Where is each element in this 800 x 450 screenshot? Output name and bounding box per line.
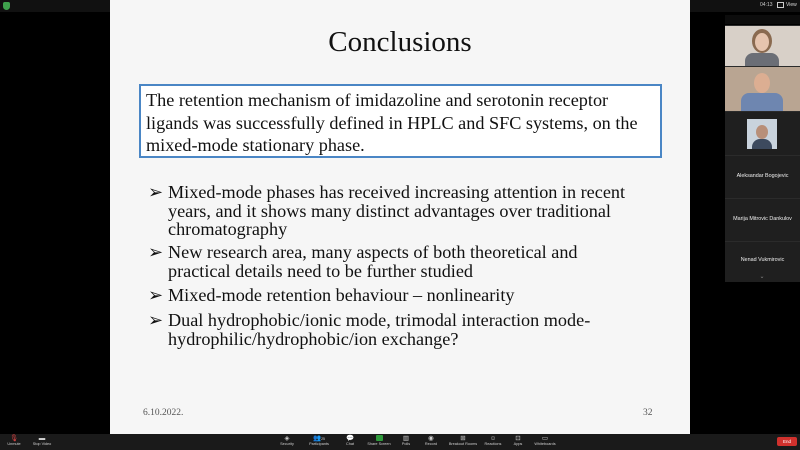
shield-icon: ◈ xyxy=(284,435,290,442)
stop-video-button[interactable] xyxy=(28,435,56,449)
participants-count: 25 xyxy=(321,437,325,441)
callout-text: The retention mechanism of imidazoline and serotonin receptor ligands was successfully defined in HPLC and SFC systems, on the mixed-mode stationary phase. xyxy=(146,90,638,155)
chevron-down-icon[interactable]: ⌄ xyxy=(759,274,765,280)
slide-footer-date: 6.10.2022. xyxy=(143,408,184,418)
bullet-arrow-icon: ➢ xyxy=(148,310,164,330)
view-button[interactable] xyxy=(777,1,799,9)
chat-bubble-icon: 💬 xyxy=(345,435,355,442)
record-label: Record xyxy=(424,442,438,446)
polls-button[interactable] xyxy=(398,435,414,449)
share-screen-button[interactable] xyxy=(365,435,393,449)
bullet-text: Dual hydrophobic/ionic mode, trimodal interaction mode-hydrophilic/hydrophobic/ion exchange? xyxy=(168,310,591,349)
participant-face xyxy=(755,33,769,51)
chat-label: Chat xyxy=(345,442,355,446)
participant-avatar-tile[interactable] xyxy=(725,111,800,155)
whiteboard-icon: ▭ xyxy=(541,435,549,442)
bullet-text: Mixed-mode retention behaviour – nonlinearity xyxy=(168,285,515,305)
security-label: Security xyxy=(280,442,294,446)
unmute-button[interactable] xyxy=(3,435,25,449)
participant-body xyxy=(745,53,779,66)
participants-button[interactable] xyxy=(305,435,333,449)
reactions-button[interactable] xyxy=(482,435,504,449)
avatar-face xyxy=(756,125,768,139)
participant-body xyxy=(741,93,783,111)
apps-button[interactable] xyxy=(510,435,526,449)
view-label: View xyxy=(786,2,797,8)
whiteboards-label: Whiteboards xyxy=(534,442,556,446)
participant-face xyxy=(754,73,770,93)
participant-avatar xyxy=(747,119,777,149)
breakout-rooms-button[interactable] xyxy=(446,435,480,449)
participants-label: Participants xyxy=(309,442,329,446)
bar-chart-icon: ▥ xyxy=(402,435,410,442)
encryption-shield-icon[interactable] xyxy=(3,2,10,10)
camera-icon: ▬ xyxy=(38,435,46,442)
unmute-label: Unmute xyxy=(7,442,21,446)
chat-button[interactable] xyxy=(340,435,360,449)
whiteboards-button[interactable] xyxy=(532,435,558,449)
security-button[interactable] xyxy=(276,435,298,449)
participant-name: Nenad Vukmirovic xyxy=(740,257,785,263)
smiley-icon: ☺ xyxy=(489,435,497,442)
meeting-timer: 04:13 xyxy=(760,2,773,8)
bullet-text: New research area, many aspects of both theoretical and practical details need to be further studied xyxy=(168,242,578,281)
participant-name-tile[interactable] xyxy=(725,155,800,198)
participants-panel-header xyxy=(725,15,800,24)
microphone-muted-icon: 🎙 xyxy=(9,435,19,442)
apps-label: Apps xyxy=(513,442,523,446)
reactions-label: Reactions xyxy=(484,442,502,446)
slide-title: Conclusions xyxy=(328,26,472,58)
slide-page-number: 32 xyxy=(643,408,653,418)
end-meeting-button[interactable]: End xyxy=(777,437,797,446)
bullet-arrow-icon: ➢ xyxy=(148,242,164,262)
people-icon: 👥25 xyxy=(313,435,325,442)
share-screen-label: Share Screen xyxy=(367,442,391,446)
bullet-arrow-icon: ➢ xyxy=(148,182,164,202)
breakout-rooms-label: Breakout Rooms xyxy=(448,442,478,446)
participant-name-tile[interactable] xyxy=(725,198,800,241)
participant-name: Aleksandar Bogojevic xyxy=(736,173,789,179)
polls-label: Polls xyxy=(401,442,411,446)
avatar-body xyxy=(752,139,772,149)
participant-video-tile[interactable] xyxy=(725,66,800,111)
record-button[interactable] xyxy=(421,435,441,449)
grid-view-icon xyxy=(777,2,784,8)
apps-icon: ⊡ xyxy=(515,435,521,442)
breakout-rooms-icon: ⊞ xyxy=(460,435,466,442)
participant-name: Marija Mitrovic Dankulov xyxy=(733,216,792,222)
record-icon: ◉ xyxy=(428,435,434,442)
stop-video-label: Stop Video xyxy=(32,442,52,446)
bullet-arrow-icon: ➢ xyxy=(148,285,164,305)
participant-video-tile[interactable] xyxy=(725,25,800,66)
share-screen-icon xyxy=(365,435,393,442)
bullet-text: Mixed-mode phases has received increasing attention in recent years, and it shows many distinct advantages over traditional chromatography xyxy=(168,182,626,240)
